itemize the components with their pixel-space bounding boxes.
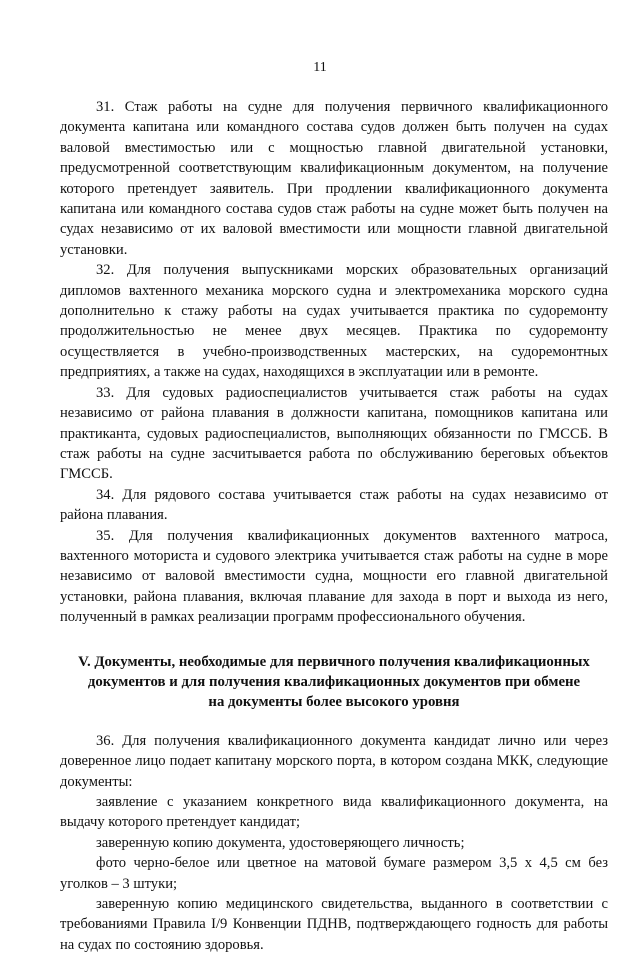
- page-number: 11: [313, 60, 327, 75]
- section-heading-line: V. Документы, необходимые для первичного получения квалификационных: [78, 653, 590, 670]
- paragraph-35: 35. Для получения квалификационных документов вахтенного матроса, вахтенного моториста и судового электрика учитывается стаж работы на судне в море независимо от валовой вместимости судна, мощности его главной двигательной установки, района плавания, включая плавание для захода в порт и выхода из него, полученный в рамках реализации программ профессионального обучения.: [60, 527, 608, 626]
- list-item-id-copy: заверенную копию документа, удостоверяющего личность;: [96, 834, 465, 851]
- list-item-application: заявление с указанием конкретного вида квалификационного документа, на выдачу которого претендует кандидат;: [60, 794, 608, 831]
- section-heading-line: документов и для получения квалификационных документов при обмене: [87, 673, 581, 690]
- paragraph-34: 34. Для рядового состава учитывается стаж работы на судах независимо от района плавания.: [60, 486, 608, 524]
- paragraph-31: 31. Стаж работы на судне для получения первичного квалификационного документа капитана или командного состава судов должен быть получен на судах валовой вместимостью или с мощностью главной двигательной установки, предусмотренной соответствующим квалификационным документом, на получение которого претендует заявитель. При продлении квалификационного документа капитана или командного состава судов стаж работы на судне может быть получен на судах независимо от их валовой вместимости или мощности главной двигательной установки.: [60, 99, 608, 258]
- document-body: [60, 97, 608, 955]
- paragraph-33: 33. Для судовых радиоспециалистов учитывается стаж работы на судах независимо от района плавания в должности капитана, помощников капитана или практиканта, судовых радиоспециалистов, выполняющих обязанности по ГМССБ. В стаж работы на судне засчитывается работа по обслуживанию береговых объектов ГМССБ.: [60, 384, 608, 483]
- section-heading-line: на документы более высокого уровня: [208, 694, 460, 711]
- section-heading: [60, 652, 608, 713]
- list-item-photo: фото черно-белое или цветное на матовой бумаге размером 3,5 х 4,5 см без уголков – 3 штуки;: [60, 855, 608, 892]
- paragraph-32: 32. Для получения выпускниками морских образовательных организаций дипломов вахтенного механика морского судна и электромеханика морского судна дополнительно к стажу работы на судах учитывается практика по судоремонту продолжительностью не менее двух месяцев. Практика по судоремонту осуществляется в учебно-производственных мастерских, на судоремонтных предприятиях, а также на судах, находящихся в эксплуатации или в ремонте.: [60, 262, 608, 381]
- paragraph-36: 36. Для получения квалификационного документа кандидат лично или через доверенное лицо подает капитану морского порта, в котором создана МКК, следующие документы:: [60, 732, 608, 790]
- list-item-medical-certificate: заверенную копию медицинского свидетельства, выданного в соответствии с требованиями Правила I/9 Конвенции ПДНВ, подтверждающего годность для работы на судах по состоянию здоровья.: [60, 896, 608, 953]
